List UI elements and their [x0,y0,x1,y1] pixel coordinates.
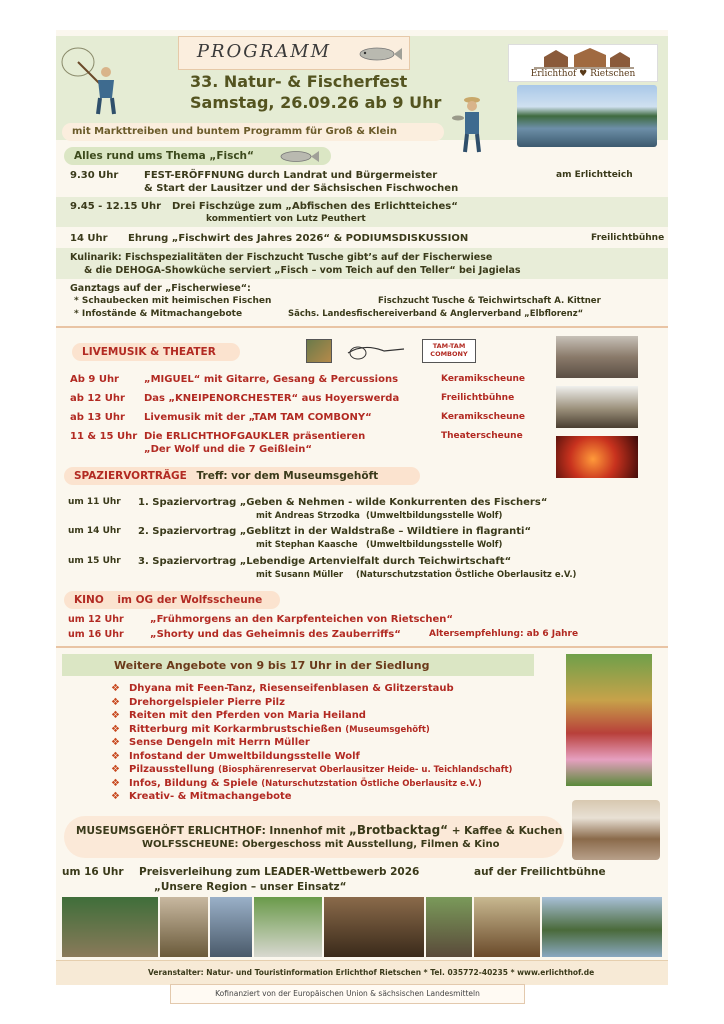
kulinarik-line-2: & die DEHOGA-Showküche serviert „Fisch – vom Teich auf den Teller“ bei Jagielas [84,265,521,276]
kino-item-2-note: Altersempfehlung: ab 6 Jahre [429,629,579,639]
livemusik-item-2-title: Das „KNEIPENORCHESTER“ aus Hoyerswerda [144,393,400,404]
fisch-item-2-time: 9.45 - 12.15 Uhr [70,201,162,212]
list-item: ❖ Infostand der Umweltbildungsstelle Wolf [111,750,360,762]
livemusik-item-1-time: Ab 9 Uhr [70,374,119,385]
list-item: ❖ Reiten mit den Pferden von Maria Heiland [111,710,366,721]
funding-note: Kofinanziert von der Europäischen Union & sächsischen Landesmitteln [170,984,525,1004]
ganztags-item-2: * Infostände & Mitmachangebote [74,309,243,319]
ganztags-title: Ganztags auf der „Fischerwiese“: [70,283,251,294]
fest-date: Samstag, 26.09.26 ab 9 Uhr [190,93,442,112]
event-photo [426,897,472,957]
spazier-item-3-org: (Naturschutzstation Östliche Oberlausitz e.V.) [356,570,577,580]
event-photo [62,897,158,957]
fish-icon [357,45,403,63]
fisch-item-2-line1: Drei Fischzüge zum „Abfischen des Erlichtteiches“ [172,201,458,212]
section-divider [56,646,668,648]
livemusik-item-4-title: Die ERLICHTHOFGAUKLER präsentieren [144,431,366,442]
fisch-item-1-line2: & Start der Lausitzer und der Sächsischen Fischwochen [144,183,459,194]
livemusik-item-3-time: ab 13 Uhr [70,412,125,423]
kino-item-2-time: um 16 Uhr [68,629,124,640]
kino-section-label: KINO [74,594,104,606]
event-photo [474,897,540,957]
museum-end: + Kaffee & Kuchen [451,825,563,837]
spazier-item-2-time: um 14 Uhr [68,526,121,536]
livemusik-item-4-title2: „Der Wolf und die 7 Geißlein“ [144,444,312,455]
museum-label: MUSEUMSGEHÖFT ERLICHTHOF: [76,825,266,837]
spazier-item-2-org: (Umweltbildungsstelle Wolf) [366,540,503,550]
spazier-item-1-org: (Umweltbildungsstelle Wolf) [366,511,503,521]
wolfsscheune-label: WOLFSSCHEUNE: [142,839,239,850]
spazier-section-title [64,467,420,485]
event-photo [160,897,208,957]
fisch-item-3-line1: Ehrung „Fischwirt des Jahres 2026“ & PODIUMSDISKUSSION [128,233,469,244]
livemusik-section-label: LIVEMUSIK & THEATER [82,346,216,358]
fisherman-net-illustration [58,36,138,116]
fisch-item-3-place: Freilichtbühne [591,233,665,243]
children-fairy-photo [566,654,652,786]
program-title-box [178,36,410,70]
band-photo-miguel [556,336,638,378]
fisch-item-1-time: 9.30 Uhr [70,170,119,181]
leader-time: um 16 Uhr [62,866,124,878]
list-item: ❖ Dhyana mit Feen-Tanz, Riesenseifenblasen & Glitzerstaub [111,683,454,694]
kino-section-subtitle: im OG der Wolfsscheune [117,594,263,606]
organizer-line: Veranstalter: Natur- und Touristinformation Erlichthof Rietschen * Tel. 035772-40235 * www.erlichthof.de [148,968,595,977]
kino-section-title [64,591,280,609]
fisch-item-1-line1: FEST-ERÖFFNUNG durch Landrat und Bürgermeister [144,170,438,181]
leader-subtitle: „Unsere Region – unser Einsatz“ [154,881,347,893]
livemusik-item-3-title: Livemusik mit der „TAM TAM COMBONY“ [144,412,372,423]
fisherman-with-fish-illustration [452,94,492,154]
fish-icon [278,149,320,164]
list-item: ❖ Ritterburg mit Korkarmbrustschießen (Museumsgehöft) [111,723,430,735]
band-photo-kneipenorchester [556,386,638,428]
spazier-item-1-speaker: mit Andreas Strzodka [256,511,360,521]
spazier-section-label: SPAZIERVORTRÄGE [74,470,187,482]
ganztags-item-1-provider: Fischzucht Tusche & Teichwirtschaft A. Kittner [378,296,601,306]
weitere-section-title: Weitere Angebote von 9 bis 17 Uhr in der Siedlung [62,654,534,676]
erlichthof-logo [508,44,658,82]
guitar-logo-icon [344,341,408,363]
band-photo-logo [306,339,332,363]
program-label: PROGRAMM [196,41,332,62]
livemusik-item-2-place: Freilichtbühne [441,393,515,403]
museum-line-1 [76,823,562,837]
band-logos [306,339,476,365]
footer-band [56,960,668,985]
brotbacktag-text: „Brotbacktag“ [349,823,449,837]
spazier-item-3-time: um 15 Uhr [68,556,121,566]
spazier-item-2-title: 2. Spaziervortrag „Geblitzt in der Waldstraße – Wildtiere in flagranti“ [138,526,532,537]
pond-photo [517,85,657,147]
ganztags-item-2-provider: Sächs. Landesfischereiverband & Anglerverband „Elbflorenz“ [288,309,584,319]
theater-photo [556,436,638,478]
spazier-item-1-time: um 11 Uhr [68,497,121,507]
livemusik-item-4-place: Theaterscheune [441,431,523,441]
museum-text: Innenhof mit [269,825,346,837]
kino-item-1-time: um 12 Uhr [68,614,124,625]
spazier-item-2-speaker: mit Stephan Kaasche [256,540,358,550]
ganztags-item-1: * Schaubecken mit heimischen Fischen [74,296,272,306]
museum-line-2 [142,839,499,850]
fisch-item-2-line2: kommentiert von Lutz Peuthert [206,214,366,224]
fisch-item-3-time: 14 Uhr [70,233,108,244]
weitere-list [111,683,512,805]
poster-page [56,30,668,985]
livemusik-item-3-place: Keramikscheune [441,412,526,422]
leader-title: Preisverleihung zum LEADER-Wettbewerb 2026 [139,866,420,878]
leader-place: auf der Freilichtbühne [474,866,606,878]
farmhouse-icon [534,47,634,69]
market-line: mit Markttreiben und buntem Programm für Groß & Klein [62,123,444,141]
spazier-item-3-speaker: mit Susann Müller [256,570,344,580]
list-item: ❖ Drehorgelspieler Pierre Pilz [111,696,285,708]
livemusik-item-2-time: ab 12 Uhr [70,393,125,404]
kino-item-1-title: „Frühmorgens an den Karpfenteichen von Rietschen“ [150,614,453,625]
event-photo [324,897,424,957]
fisch-item-1-place: am Erlichtteich [556,170,633,180]
spazier-section-subtitle: Treff: vor dem Museumsgehöft [196,470,379,482]
livemusik-item-1-title: „MIGUEL“ mit Gitarre, Gesang & Percussions [144,374,399,385]
kulinarik-line-1: Kulinarik: Fischspezialitäten der Fischzucht Tusche gibt’s auf der Fischerwiese [70,252,493,263]
logo-text: Erlichthof ♥ Rietschen [530,69,636,79]
list-item: ❖ Pilzausstellung (Biosphärenreservat Oberlausitzer Heide- u. Teichlandschaft) [111,764,513,775]
livemusik-item-1-place: Keramikscheune [441,374,526,384]
event-photo [210,897,252,957]
list-item: ❖ Infos, Bildung & Spiele (Naturschutzstation Östliche Oberlausitz e.V.) [111,777,482,789]
bakers-photo [572,800,660,860]
list-item: ❖ Kreativ- & Mitmachangebote [111,791,292,802]
photo-strip [62,897,662,957]
tamtam-logo: TAM-TAM COMBONY [422,339,476,363]
spazier-item-3-title: 3. Spaziervortrag „Lebendige Artenvielfalt durch Teichwirtschaft“ [138,556,512,567]
wolfsscheune-text: Obergeschoss mit Ausstellung, Filmen & Kino [242,839,500,850]
list-item: ❖ Sense Dengeln mit Herrn Müller [111,737,310,748]
section-divider [56,326,668,328]
livemusik-section-title [72,343,240,361]
fisch-section-label: Alles rund ums Thema „Fisch“ [74,150,254,162]
spazier-item-1-title: 1. Spaziervortrag „Geben & Nehmen - wilde Konkurrenten des Fischers“ [138,497,548,508]
fest-title: 33. Natur- & Fischerfest [190,72,408,91]
event-photo [254,897,322,957]
kino-item-2-title: „Shorty und das Geheimnis des Zauberriffs“ [150,629,401,640]
livemusik-item-4-time: 11 & 15 Uhr [70,431,138,442]
event-photo [542,897,662,957]
